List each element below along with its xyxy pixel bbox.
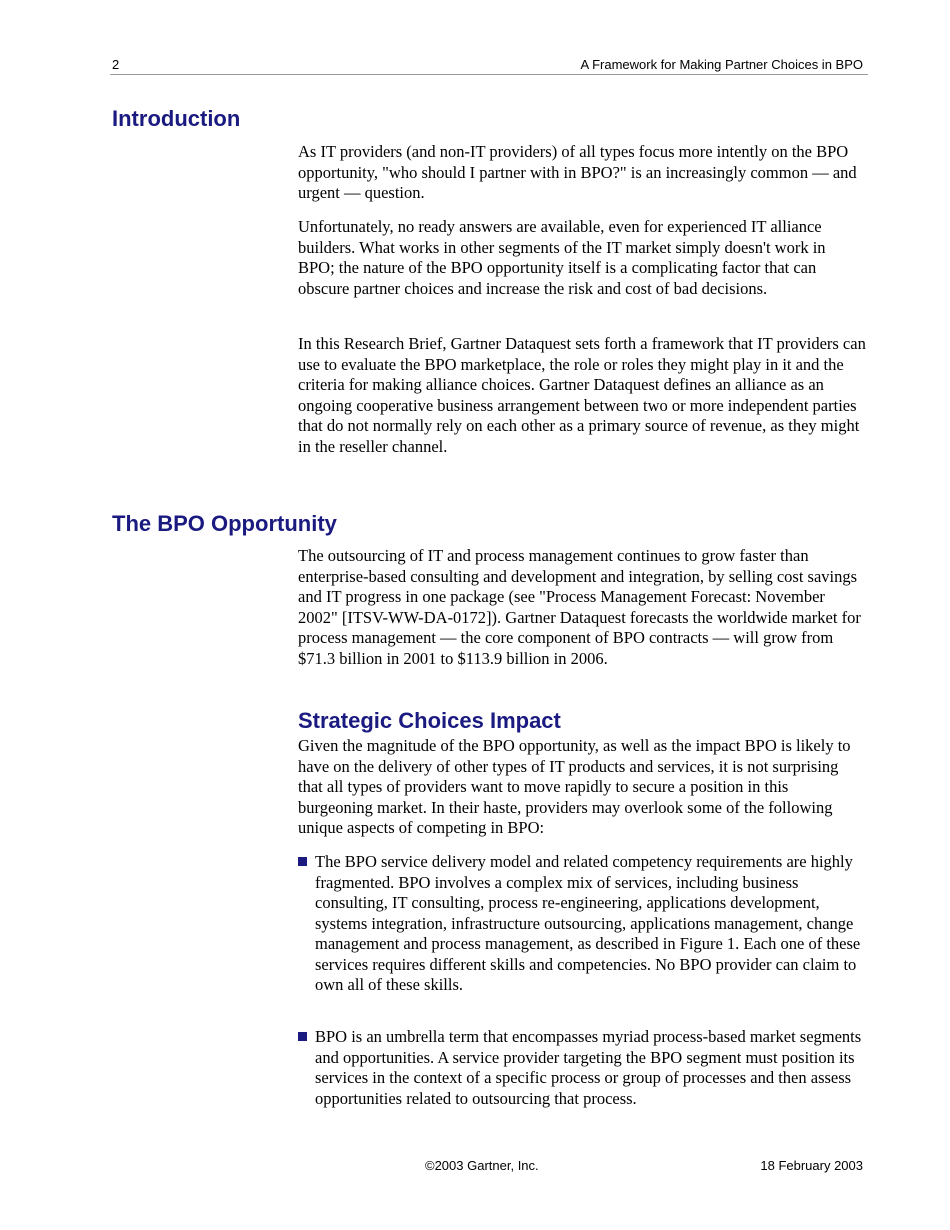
- strategic-choices-paragraph: Given the magnitude of the BPO opportunity, as well as the impact BPO is likely to have on the delivery of other types of IT products and services, it is not surprising that all types of providers want to move rapidly to secure a position in this burgeoning market. In their haste, providers may overlook some of the following unique aspects of competing in BPO:: [298, 736, 851, 837]
- bullet-square-icon: [298, 857, 307, 866]
- header-divider: [110, 74, 868, 75]
- section-heading-introduction: Introduction: [112, 106, 241, 131]
- footer-copyright: ©2003 Gartner, Inc.: [425, 1158, 539, 1173]
- page-number: 2: [112, 57, 120, 72]
- bullet-square-icon: [298, 1032, 307, 1041]
- bullet-item: [298, 1027, 868, 1109]
- intro-paragraph-3: In this Research Brief, Gartner Dataquest sets forth a framework that IT providers can use to evaluate the BPO marketplace, the role or roles they might play in it and the criteria for making alliance choices. Gartner Dataquest defines an alliance as an ongoing cooperative business arrangement between two or more independent parties that do not normally rely on each other as a primary source of revenue, as they might in the reseller channel.: [298, 334, 866, 456]
- bpo-opportunity-paragraph: The outsourcing of IT and process management continues to grow faster than enterprise-based consulting and development and integration, by selling cost savings and IT progress in one package (see "Process Management Forecast: November 2002" [ITSV-WW-DA-0172]). Gartner Dataquest forecasts the worldwide market for process management — the core component of BPO contracts — will grow from $71.3 billion in 2001 to $113.9 billion in 2006.: [298, 546, 861, 668]
- subsection-heading-strategic-choices: Strategic Choices Impact: [298, 708, 561, 733]
- bullet-item: [298, 852, 868, 996]
- bullet-text: The BPO service delivery model and related competency requirements are highly fragmented. BPO involves a complex mix of services, including business consulting, IT consulting, process re-engineering, applications development, systems integration, infrastructure outsourcing, applications management, change management and process management, as described in Figure 1. Each one of these services requires different skills and competencies. No BPO provider can claim to own all of these skills.: [315, 852, 861, 994]
- bullet-text: BPO is an umbrella term that encompasses myriad process-based market segments and opportunities. A service provider targeting the BPO segment must position its services in the context of a specific process or group of processes and then assess opportunities related to outsourcing that process.: [315, 1027, 862, 1108]
- footer-date: 18 February 2003: [760, 1158, 863, 1173]
- intro-paragraph-2: Unfortunately, no ready answers are available, even for experienced IT alliance builders. What works in other segments of the IT market simply doesn't work in BPO; the nature of the BPO opportunity itself is a complicating factor that can obscure partner choices and increase the risk and cost of bad decisions.: [298, 217, 826, 298]
- section-heading-bpo-opportunity: The BPO Opportunity: [112, 511, 337, 536]
- intro-paragraph-1: As IT providers (and non-IT providers) of all types focus more intently on the BPO opportunity, "who should I partner with in BPO?" is an increasingly common — and urgent — question.: [298, 142, 857, 202]
- running-header-title: A Framework for Making Partner Choices in BPO: [580, 57, 863, 72]
